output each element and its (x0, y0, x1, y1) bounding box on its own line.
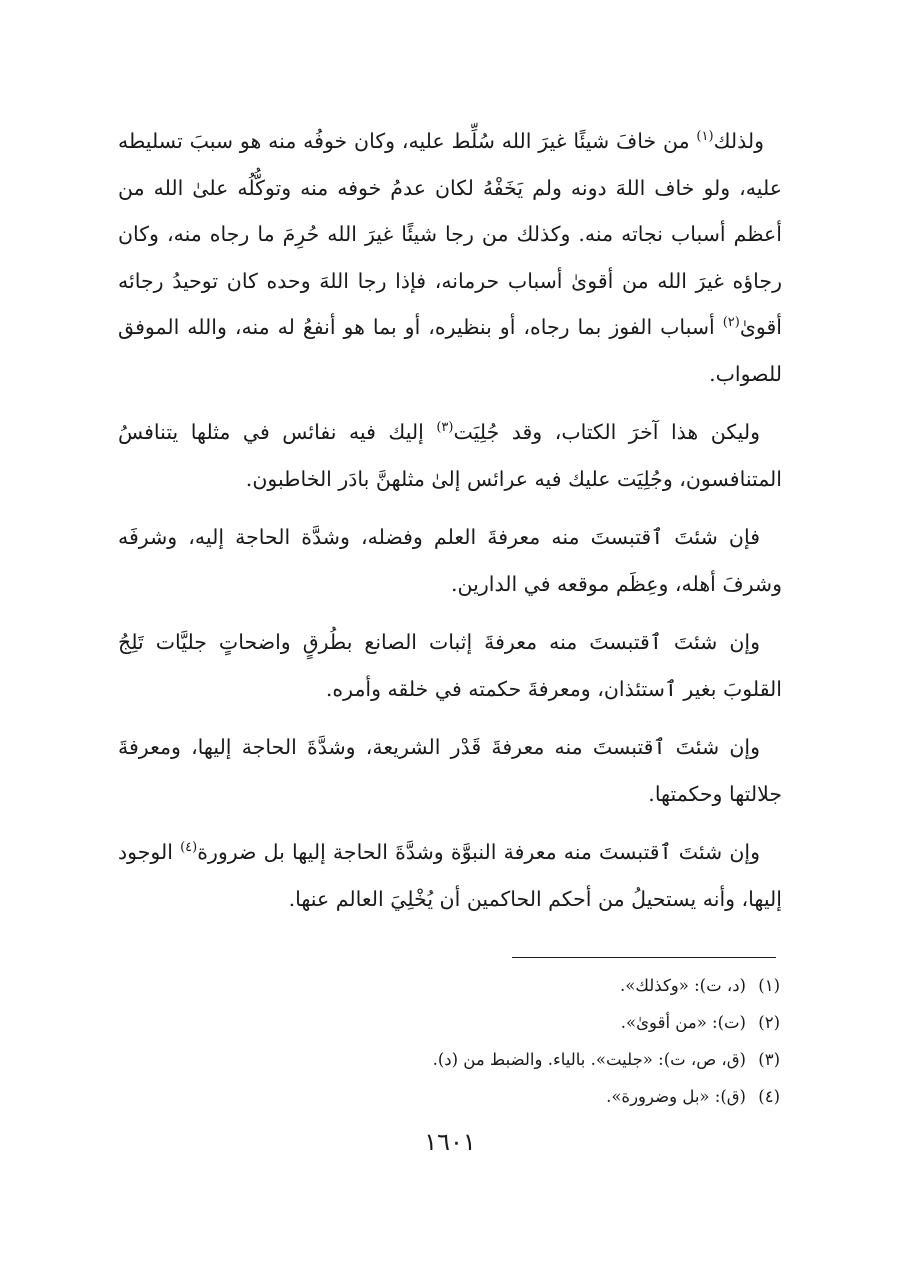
paragraph-2-part-b: إليك فيه نفائس في مثلها يتنافسُ المتنافسون، وجُلِيَت عليك فيه عرائس إلىٰ مثلهنَّ بادَر الخاطبون. (118, 420, 782, 491)
footnote-text: (ت): «من أقوىٰ». (620, 1013, 746, 1032)
paragraph-1 (118, 118, 782, 397)
paragraph-3: فإن شئتَ ٱقتبستَ منه معرفةَ العلم وفضله، وشدَّة الحاجة إليه، وشرفَه وشرفَ أهله، وعِظَم موقعه في الدارين. (118, 525, 782, 596)
footnotes (116, 967, 780, 1115)
footnote-text: (د، ت): «وكذلك». (620, 976, 746, 995)
paragraph-6-part-a: وإن شئتَ ٱقتبستَ منه معرفة النبوَّة وشدَّةَ الحاجة إليها بل ضرورة (197, 840, 760, 864)
footnote-text: (ق): «بل وضرورة». (606, 1087, 746, 1106)
paragraph-6-part-b: الوجود إليها، وأنه يستحيلُ من أحكم الحاكمين أن يُخْلِيَ العالم عنها. (118, 840, 782, 911)
paragraph-1-part-c: أسباب الفوز بما رجاه، أو بنظيره، أو بما هو أنفعُ له منه، والله الموفق للصواب. (118, 315, 782, 386)
footnote-3 (116, 1041, 780, 1078)
page-number: ١٦٠١ (424, 1128, 476, 1156)
paragraph-6 (118, 829, 782, 922)
footnote-ref-2[interactable]: (٢) (722, 315, 740, 331)
main-text (118, 118, 782, 934)
paragraph-5: وإن شئتَ ٱقتبستَ منه معرفةَ قَدْر الشريعة، وشدَّةَ الحاجة إليها، ومعرفةَ جلالتها وحكمتها. (118, 735, 782, 806)
footnote-divider (512, 957, 776, 958)
footnote-ref-4[interactable]: (٤) (180, 840, 198, 856)
footnote-1 (116, 967, 780, 1004)
footnote-4 (116, 1078, 780, 1115)
paragraph-2-part-a: وليكن هذا آخرَ الكتاب، وقد جُلِيَت (453, 420, 760, 444)
footnote-2 (116, 1004, 780, 1041)
footnote-number: (٣) (758, 1050, 780, 1069)
paragraph-2 (118, 409, 782, 502)
footnote-ref-1[interactable]: (١) (696, 129, 714, 145)
footnote-number: (٢) (758, 1013, 780, 1032)
footnote-ref-3[interactable]: (٣) (436, 420, 454, 436)
footnote-text: (ق، ص، ت): «جليت». بالياء. والضبط من (د). (432, 1050, 746, 1069)
paragraph-1-part-a: ولذلك (713, 129, 764, 153)
paragraph-1-part-b: من خافَ شيئًا غيرَ الله سُلِّط عليه، وكان خوفُه منه هو سببَ تسليطه عليه، ولو خاف اللهَ دونه ولم يَخَفْهُ لكان عدمُ خوفه منه وتوكُّلُه علىٰ الله من أعظم أسباب نجاته منه. وكذلك من رجا شيئًا غيرَ الله حُرِمَ ما رجاه منه، وكان رجاؤه غيرَ الله من أقوىٰ أسباب حرمانه، فإذا رجا اللهَ وحده كان توحيدُ رجائه أقوىٰ (118, 129, 782, 339)
footnote-number: (١) (758, 976, 780, 995)
paragraph-4: وإن شئتَ ٱقتبستَ منه معرفةَ إثبات الصانع بطُرقٍ واضحاتٍ جليَّات تَلِجُ القلوبَ بغير ٱستئذان، ومعرفةَ حكمته في خلقه وأمره. (118, 630, 782, 701)
footnote-number: (٤) (758, 1087, 780, 1106)
